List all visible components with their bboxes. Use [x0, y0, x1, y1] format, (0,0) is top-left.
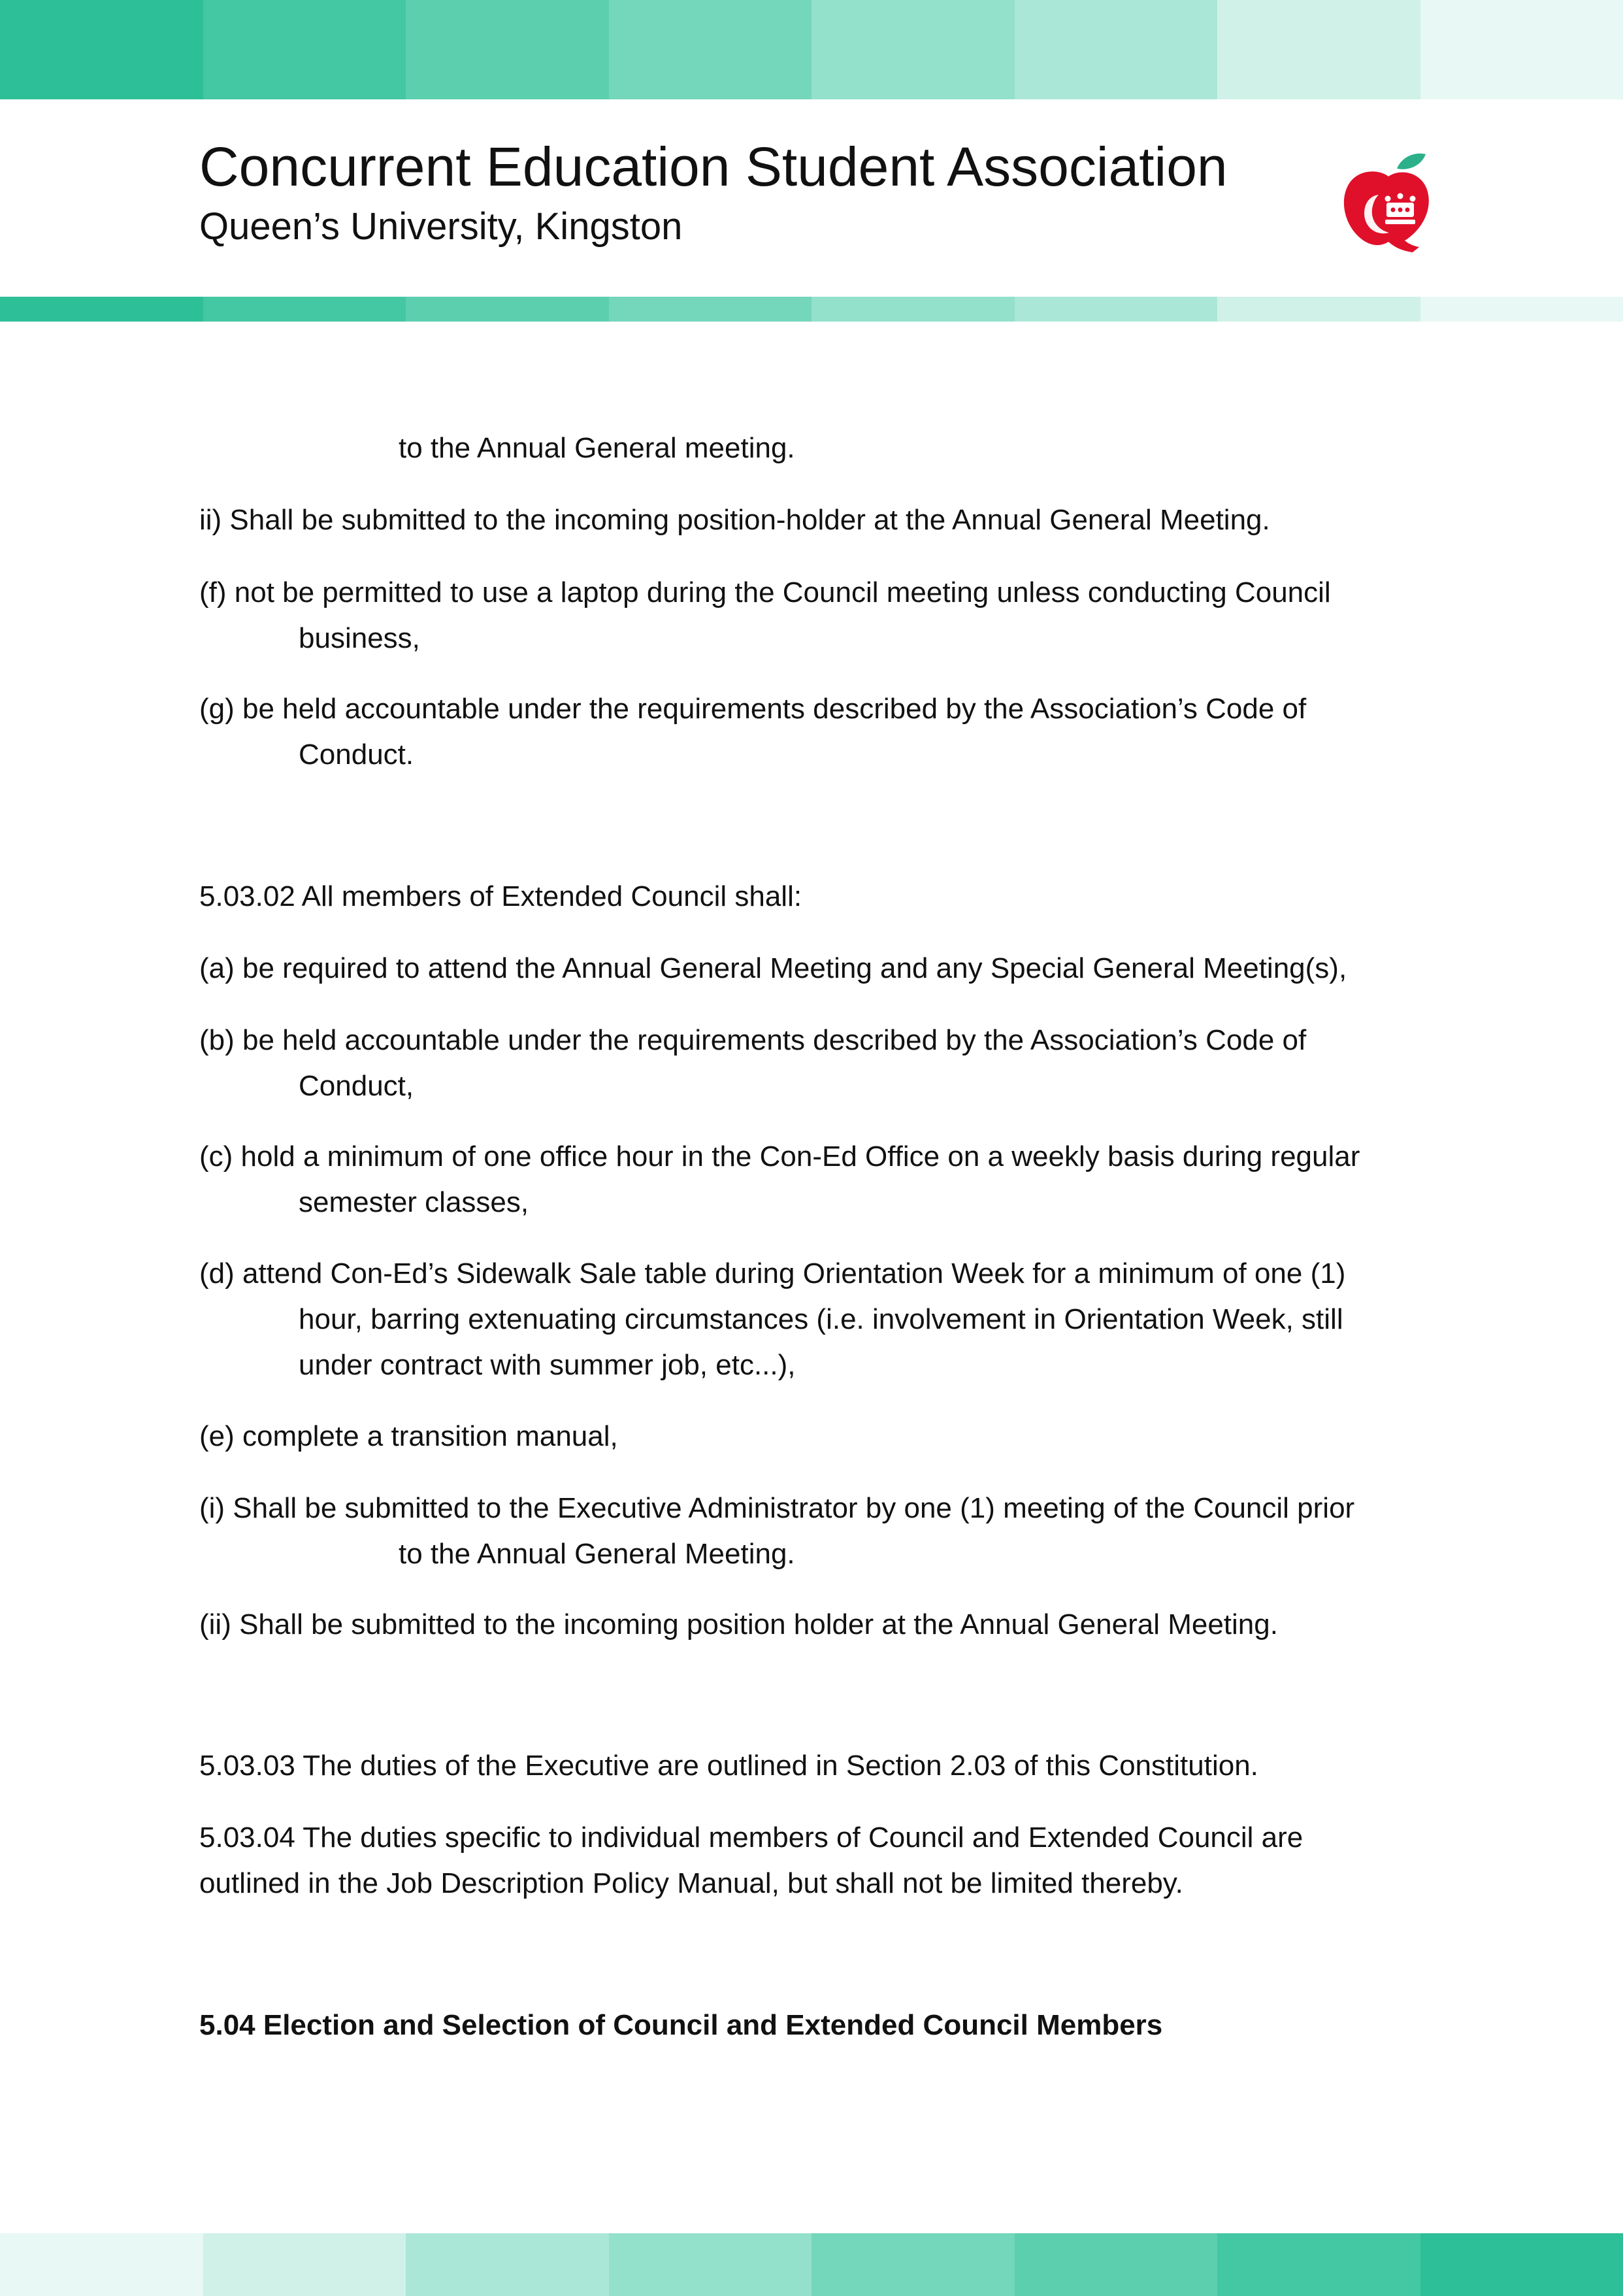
- rule-band-segment: [812, 297, 1015, 322]
- rule-band-segment: [609, 297, 812, 322]
- top-band-segment: [1420, 0, 1623, 99]
- paragraph-item-b: (b) be held accountable under the requirements described by the Association’s Code of Conduct,: [199, 1024, 1307, 1102]
- bottom-band-segment: [0, 2233, 203, 2296]
- rule-band-segment: [406, 297, 609, 322]
- top-band-segment: [1015, 0, 1218, 99]
- paragraph-continuation: to the Annual General meeting.: [399, 432, 795, 464]
- paragraph-item-e: (e) complete a transition manual,: [199, 1420, 618, 1452]
- top-band-segment: [812, 0, 1015, 99]
- paragraph-item-ii: ii) Shall be submitted to the incoming position-holder at the Annual General Meeting.: [199, 504, 1270, 536]
- rule-band-segment: [1420, 297, 1623, 322]
- header-rule-band: [0, 297, 1623, 322]
- paragraph-item-c: (c) hold a minimum of one office hour in the Con-Ed Office on a weekly basis during regular semester classes,: [199, 1140, 1360, 1218]
- section-5-03-03: 5.03.03 The duties of the Executive are outlined in Section 2.03 of this Constitution.: [199, 1750, 1258, 1782]
- rule-band-segment: [203, 297, 406, 322]
- paragraph-subitem-i: (i) Shall be submitted to the Executive Administrator by one (1) meeting of the Council prior to the Annual General Meeting.: [199, 1492, 1355, 1570]
- top-band-segment: [1217, 0, 1420, 99]
- paragraph-subitem-ii: (ii) Shall be submitted to the incoming position holder at the Annual General Meeting.: [199, 1608, 1278, 1640]
- header-subtitle: Queen’s University, Kingston: [199, 205, 683, 248]
- section-5-03-02: 5.03.02 All members of Extended Council shall:: [199, 880, 802, 912]
- bottom-band-segment: [1015, 2233, 1218, 2296]
- top-color-band: [0, 0, 1623, 99]
- paragraph-item-f: (f) not be permitted to use a laptop during the Council meeting unless conducting Council business,: [199, 576, 1331, 654]
- top-band-segment: [0, 0, 203, 99]
- bottom-band-segment: [1217, 2233, 1420, 2296]
- header-title: Concurrent Education Student Association: [199, 136, 1228, 197]
- bottom-band-segment: [609, 2233, 812, 2296]
- paragraph-item-d: (d) attend Con-Ed’s Sidewalk Sale table during Orientation Week for a minimum of one (1) hour, barring extenuating circumstances (i.e. involvement in Orientation Week, still under contract with summer job, etc...),: [199, 1257, 1346, 1381]
- apple-crown-logo-icon: [1339, 149, 1437, 254]
- rule-band-segment: [1015, 297, 1218, 322]
- section-5-03-04: 5.03.04 The duties specific to individual members of Council and Extended Council are outlined in the Job Description Policy Manual, but shall not be limited thereby.: [199, 1822, 1303, 1899]
- bottom-band-segment: [812, 2233, 1015, 2296]
- rule-band-segment: [0, 297, 203, 322]
- bottom-color-band: [0, 2233, 1623, 2296]
- bottom-band-segment: [203, 2233, 406, 2296]
- bottom-band-segment: [1420, 2233, 1623, 2296]
- top-band-segment: [406, 0, 609, 99]
- paragraph-item-g: (g) be held accountable under the requirements described by the Association’s Code of Conduct.: [199, 693, 1307, 771]
- top-band-segment: [203, 0, 406, 99]
- section-heading-5-04: 5.04 Election and Selection of Council and Extended Council Members: [199, 2009, 1163, 2041]
- paragraph-item-a: (a) be required to attend the Annual General Meeting and any Special General Meeting(s),: [199, 952, 1347, 984]
- top-band-segment: [609, 0, 812, 99]
- rule-band-segment: [1217, 297, 1420, 322]
- bottom-band-segment: [406, 2233, 609, 2296]
